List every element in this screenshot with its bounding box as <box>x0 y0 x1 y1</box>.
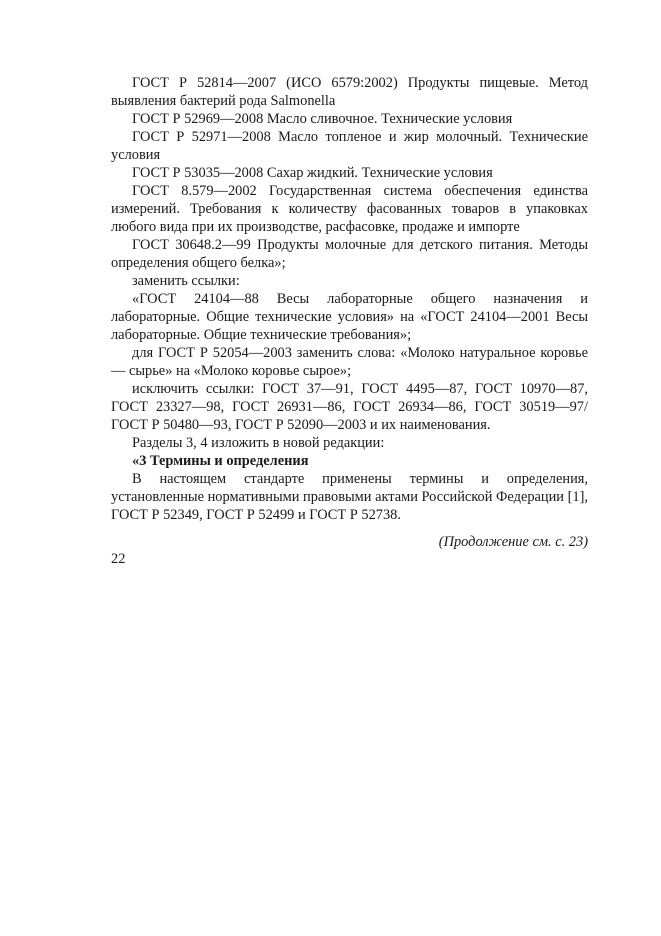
page-number: 22 <box>111 551 126 567</box>
exclude-references: исключить ссылки: ГОСТ 37—91, ГОСТ 4495—87, ГОСТ 10970—87, ГОСТ 23327—98, ГОСТ 26931—86, ГОСТ 26934—86, ГОСТ 30519—97/ГОСТ Р 50480—93, ГОСТ Р 52090—2003 и их наименования. <box>111 381 588 433</box>
reference-gost-8-579: ГОСТ 8.579—2002 Государственная система обеспечения единства измерений. Требования к количеству фасованных товаров в упаковках любого вида при их производстве, расфасовке, продаже и импорте <box>111 183 588 235</box>
reference-gost-30648-2: ГОСТ 30648.2—99 Продукты молочные для детского питания. Методы определения общего белка»; <box>111 237 588 271</box>
reference-gost-r-52971: ГОСТ Р 52971—2008 Масло топленое и жир молочный. Технические условия <box>111 129 588 163</box>
section-heading: «3 Термины и определения <box>132 453 309 469</box>
continuation-note: (Продолжение см. с. 23) <box>438 534 588 550</box>
reference-gost-r-53035: ГОСТ Р 53035—2008 Сахар жидкий. Технические условия <box>132 165 493 181</box>
reference-gost-r-52814: ГОСТ Р 52814—2007 (ИСО 6579:2002) Продукты пищевые. Метод выявления бактерий рода Salmonella <box>111 75 588 109</box>
replace-words-gost-r-52054: для ГОСТ Р 52054—2003 заменить слова: «Молоко натуральное коровье — сырье» на «Молоко коровье сырое»; <box>111 345 588 379</box>
sections-new-edition: Разделы 3, 4 изложить в новой редакции: <box>132 435 385 451</box>
reference-gost-r-52969: ГОСТ Р 52969—2008 Масло сливочное. Технические условия <box>132 111 513 127</box>
section-paragraph: В настоящем стандарте применены термины и определения, установленные нормативными правовыми актами Российской Федерации [1], ГОСТ Р 52349, ГОСТ Р 52499 и ГОСТ Р 52738. <box>111 471 588 523</box>
replace-references-intro: заменить ссылки: <box>132 273 240 289</box>
main-text <box>111 74 588 551</box>
replace-reference-gost-24104: «ГОСТ 24104—88 Весы лабораторные общего назначения и лабораторные. Общие технические условия» на «ГОСТ 24104—2001 Весы лабораторные. Общие технические требования»; <box>111 291 588 343</box>
